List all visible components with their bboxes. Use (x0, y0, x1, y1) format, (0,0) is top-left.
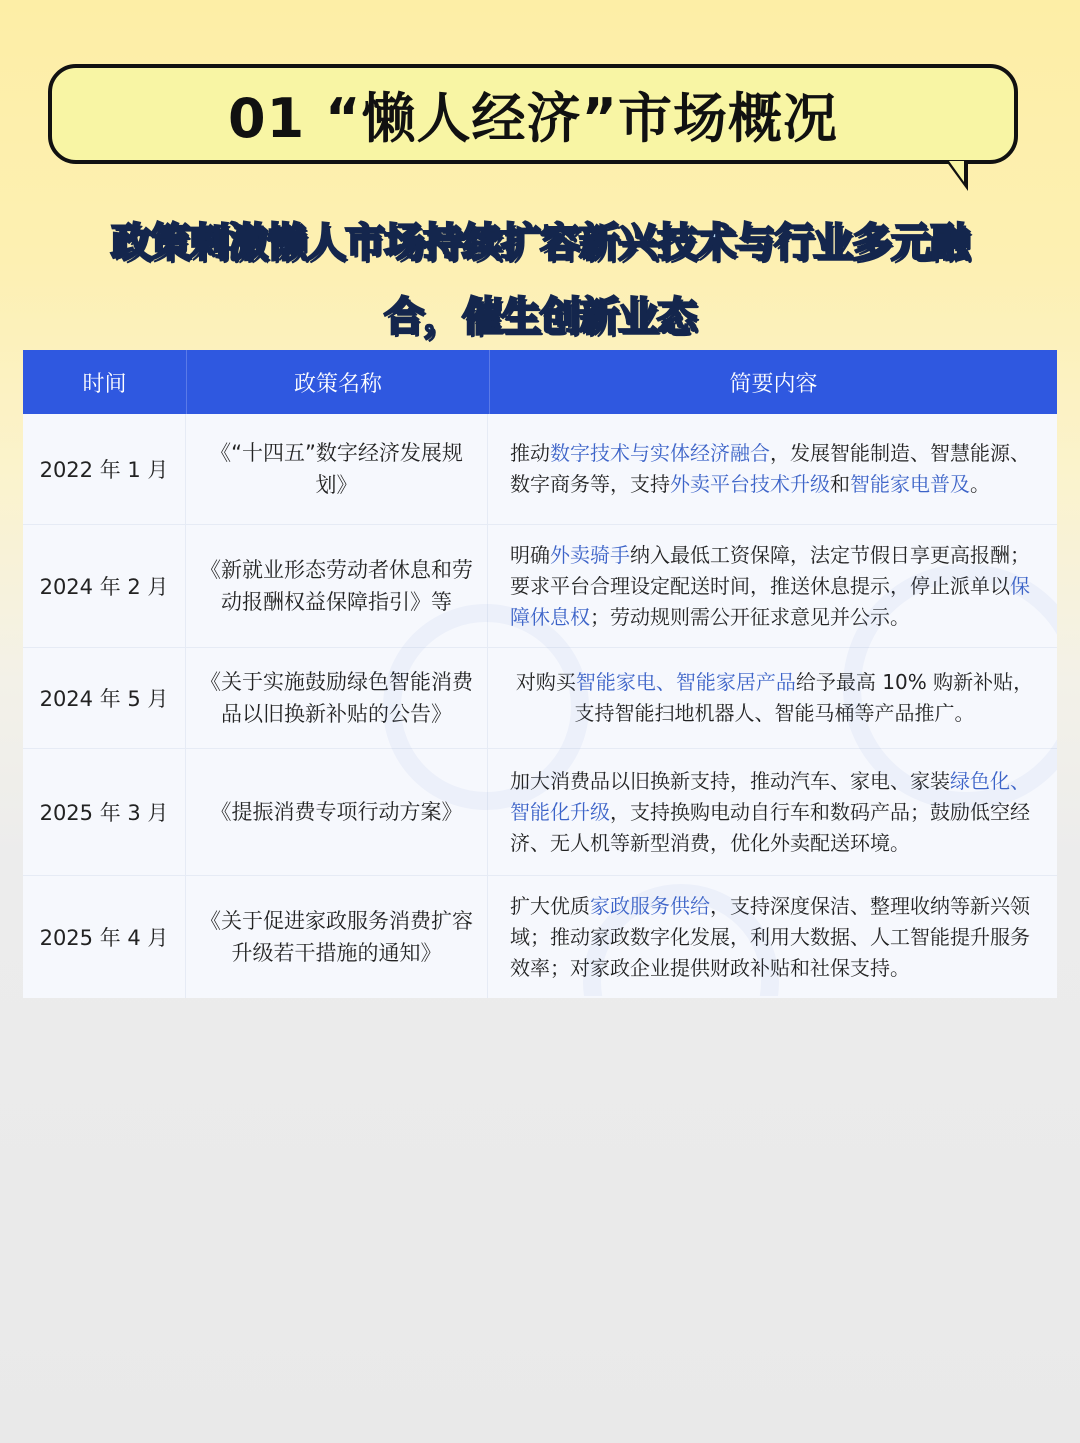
policy-table (23, 350, 1057, 998)
highlight-text: 保障休息权 (510, 573, 1030, 629)
content-text: ，发展智能制造、智慧能源、数字商务等，支持 (510, 441, 1030, 496)
content-text: 纳入最低工资保障，法定节假日享更高报酬；要求平台合理设定配送时间，推送休息提示，停止派单以 (510, 542, 1030, 598)
row-content (488, 876, 1057, 998)
row-policy: 《新就业形态劳动者休息和劳动报酬权益保障指引》等 (186, 525, 488, 647)
content-text: ；劳动规则需公开征求意见并公示。 (590, 604, 910, 629)
row-content (488, 414, 1057, 524)
content-text: 对购买 (515, 670, 576, 694)
subtitle-line-2: 合，催生创新业态 (384, 294, 696, 340)
content-text: 明确 (510, 542, 550, 567)
column-header-content: 简要内容 (729, 371, 818, 397)
row-date: 2025 年 4 月 (23, 876, 186, 998)
subtitle (60, 206, 1020, 354)
content-text: ，支持深度保洁、整理收纳等新兴领域；推动家政数字化发展，利用大数据、人工智能提升服务效率；对家政企业提供财政补贴和社保支持。 (510, 893, 1030, 980)
row-policy: 《提振消费专项行动方案》 (186, 749, 488, 875)
row-policy: 《“十四五”数字经济发展规划》 (186, 414, 488, 524)
table-row (23, 648, 1057, 749)
highlight-text: 智能家电普及 (850, 472, 970, 496)
subtitle-line-1: 政策刺激懒人市场持续扩容新兴技术与行业多元融 (111, 220, 969, 266)
content-text: 推动 (510, 441, 550, 465)
row-content (488, 525, 1057, 647)
content-text: 加大消费品以旧换新支持，推动汽车、家电、家装 (510, 768, 950, 793)
page-title: 01 “懒人经济”市场概况 (228, 86, 838, 150)
highlight-text: 智能家电、智能家居产品 (575, 670, 796, 694)
column-header-policy: 政策名称 (187, 350, 490, 414)
table-header (23, 350, 1057, 414)
row-policy: 《关于促进家政服务消费扩容升级若干措施的通知》 (186, 876, 488, 998)
content-text: 和 (830, 472, 850, 496)
table-row (23, 414, 1057, 525)
title-bubble (48, 64, 1018, 164)
table-row (23, 876, 1057, 998)
row-date: 2024 年 2 月 (23, 525, 186, 647)
highlight-text: 绿色化、智能化升级 (510, 768, 1030, 824)
table-row (23, 525, 1057, 648)
table-row (23, 749, 1057, 876)
content-text: 扩大优质 (510, 893, 590, 918)
highlight-text: 外卖平台技术升级 (670, 472, 830, 496)
row-date: 2022 年 1 月 (23, 414, 186, 524)
row-date: 2025 年 3 月 (23, 749, 186, 875)
content-text: ，支持换购电动自行车和数码产品；鼓励低空经济、无人机等新型消费，优化外卖配送环境。 (510, 799, 1030, 855)
row-date: 2024 年 5 月 (23, 648, 186, 748)
content-text: 。 (970, 472, 990, 496)
content-text: 给予最高 10% 购新补贴，支持智能扫地机器人、智能马桶等产品推广。 (574, 670, 1034, 725)
highlight-text: 家政服务供给 (590, 893, 710, 918)
row-content (488, 648, 1057, 748)
highlight-text: 数字技术与实体经济融合 (550, 441, 770, 465)
highlight-text: 外卖骑手 (550, 542, 630, 567)
column-header-time: 时间 (23, 350, 187, 414)
row-content (488, 749, 1057, 875)
row-policy: 《关于实施鼓励绿色智能消费品以旧换新补贴的公告》 (186, 648, 488, 748)
